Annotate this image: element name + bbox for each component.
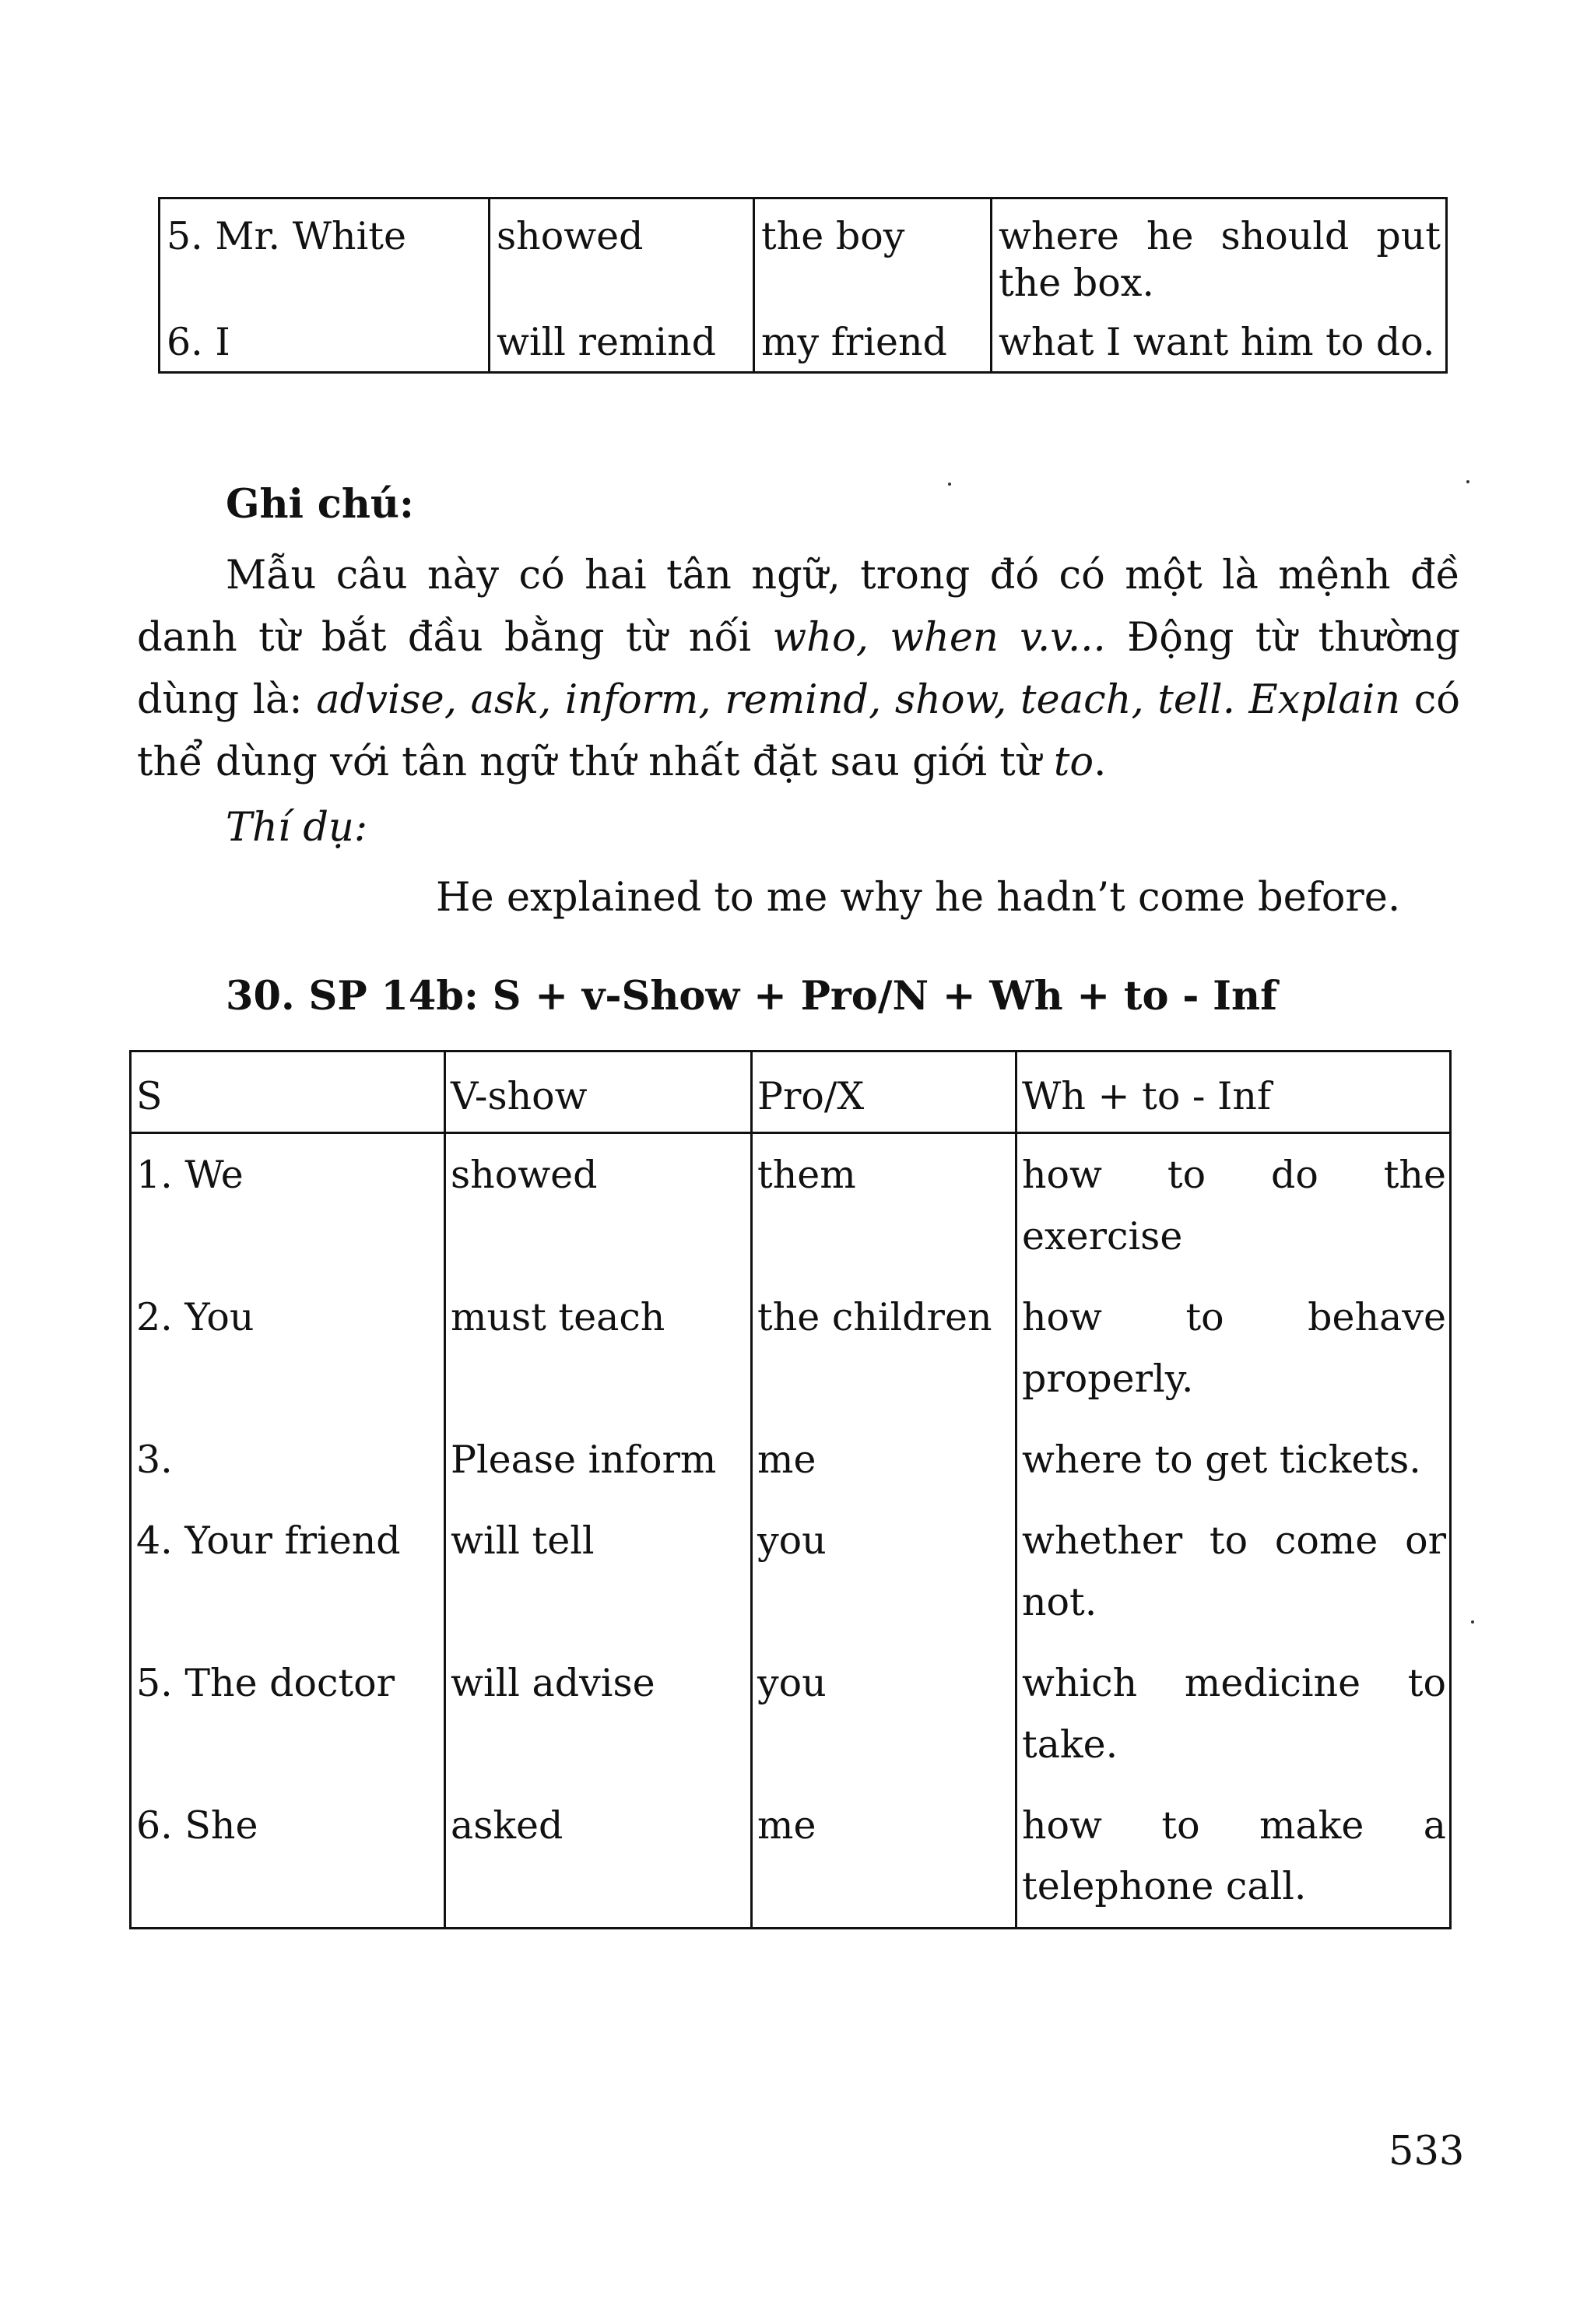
table-row bbox=[131, 1133, 1451, 1276]
clause-cell: where he should put the box. bbox=[992, 198, 1447, 316]
note-heading: Ghi chú: bbox=[226, 481, 414, 528]
column-header: V-show bbox=[445, 1051, 752, 1133]
note-text-end: . bbox=[1094, 739, 1107, 785]
scan-speck bbox=[1466, 480, 1469, 483]
table-header-row bbox=[131, 1051, 1451, 1133]
object-cell: my friend bbox=[754, 316, 992, 373]
verb-cell: will advise bbox=[445, 1642, 752, 1785]
object-cell: you bbox=[752, 1500, 1016, 1642]
verb-cell: will remind bbox=[490, 316, 754, 373]
object-cell: you bbox=[752, 1642, 1016, 1785]
clause-cell: what I want him to do. bbox=[992, 316, 1447, 373]
subject-cell: 5. The doctor bbox=[131, 1642, 445, 1785]
column-header: Pro/X bbox=[752, 1051, 1016, 1133]
wh-infinitive-cell: how to make a telephone call. bbox=[1016, 1785, 1451, 1928]
scan-speck bbox=[948, 483, 951, 486]
subject-cell: 4. Your friend bbox=[131, 1500, 445, 1642]
example-label: Thí dụ: bbox=[226, 805, 368, 851]
table-row bbox=[131, 1642, 1451, 1785]
wh-infinitive-cell: how to do the exercise bbox=[1016, 1133, 1451, 1276]
wh-infinitive-cell: which medicine to take. bbox=[1016, 1642, 1451, 1785]
note-italic-connectors: who, when v.v... bbox=[772, 615, 1106, 661]
object-cell: me bbox=[752, 1785, 1016, 1928]
table-row bbox=[131, 1500, 1451, 1642]
scan-speck bbox=[1471, 1620, 1474, 1624]
note-paragraph bbox=[137, 545, 1460, 794]
verb-cell: will tell bbox=[445, 1500, 752, 1642]
verb-cell: showed bbox=[445, 1133, 752, 1276]
subject-cell: 1. We bbox=[131, 1133, 445, 1276]
table-row bbox=[131, 1276, 1451, 1419]
verb-cell: asked bbox=[445, 1785, 752, 1928]
object-cell: the children bbox=[752, 1276, 1016, 1419]
subject-cell: 6. I bbox=[160, 316, 490, 373]
table-row bbox=[160, 316, 1447, 373]
verb-cell: showed bbox=[490, 198, 754, 316]
object-cell: them bbox=[752, 1133, 1016, 1276]
table-row bbox=[131, 1419, 1451, 1500]
wh-infinitive-cell: whether to come or not. bbox=[1016, 1500, 1451, 1642]
object-cell: the boy bbox=[754, 198, 992, 316]
sentence-pattern-table bbox=[129, 1050, 1452, 1929]
note-italic-verbs: advise, ask, inform, remind, show, teach, tell. Explain bbox=[316, 677, 1401, 723]
table-row bbox=[131, 1785, 1451, 1928]
note-italic-preposition: to bbox=[1053, 739, 1094, 785]
table-row bbox=[160, 198, 1447, 316]
subject-cell: 3. bbox=[131, 1419, 445, 1500]
wh-infinitive-cell: where to get tickets. bbox=[1016, 1419, 1451, 1500]
column-header: Wh + to - Inf bbox=[1016, 1051, 1451, 1133]
verb-cell: must teach bbox=[445, 1276, 752, 1419]
wh-infinitive-cell: how to behave properly. bbox=[1016, 1276, 1451, 1419]
subject-cell: 6. She bbox=[131, 1785, 445, 1928]
section-heading: 30. SP 14b: S + v-Show + Pro/N + Wh + to - Inf bbox=[226, 973, 1278, 1020]
note-text-1: Mẫu câu này có hai tân ngữ, trong đó có một là mệnh đề danh từ bắt đầu bằng từ nối bbox=[137, 553, 1460, 661]
subject-cell: 5. Mr. White bbox=[160, 198, 490, 316]
object-cell: me bbox=[752, 1419, 1016, 1500]
example-sentence: He explained to me why he hadn’t come before. bbox=[436, 875, 1401, 921]
subject-cell: 2. You bbox=[131, 1276, 445, 1419]
page-number: 533 bbox=[1389, 2129, 1465, 2175]
verb-cell: Please inform bbox=[445, 1419, 752, 1500]
sentence-pattern-table-continued bbox=[158, 197, 1448, 374]
note-text-2: Động từ thường dùng là: bbox=[137, 615, 1460, 723]
column-header: S bbox=[131, 1051, 445, 1133]
note-text-3: có thể dùng với tân ngữ thứ nhất đặt sau giới từ bbox=[137, 677, 1460, 785]
